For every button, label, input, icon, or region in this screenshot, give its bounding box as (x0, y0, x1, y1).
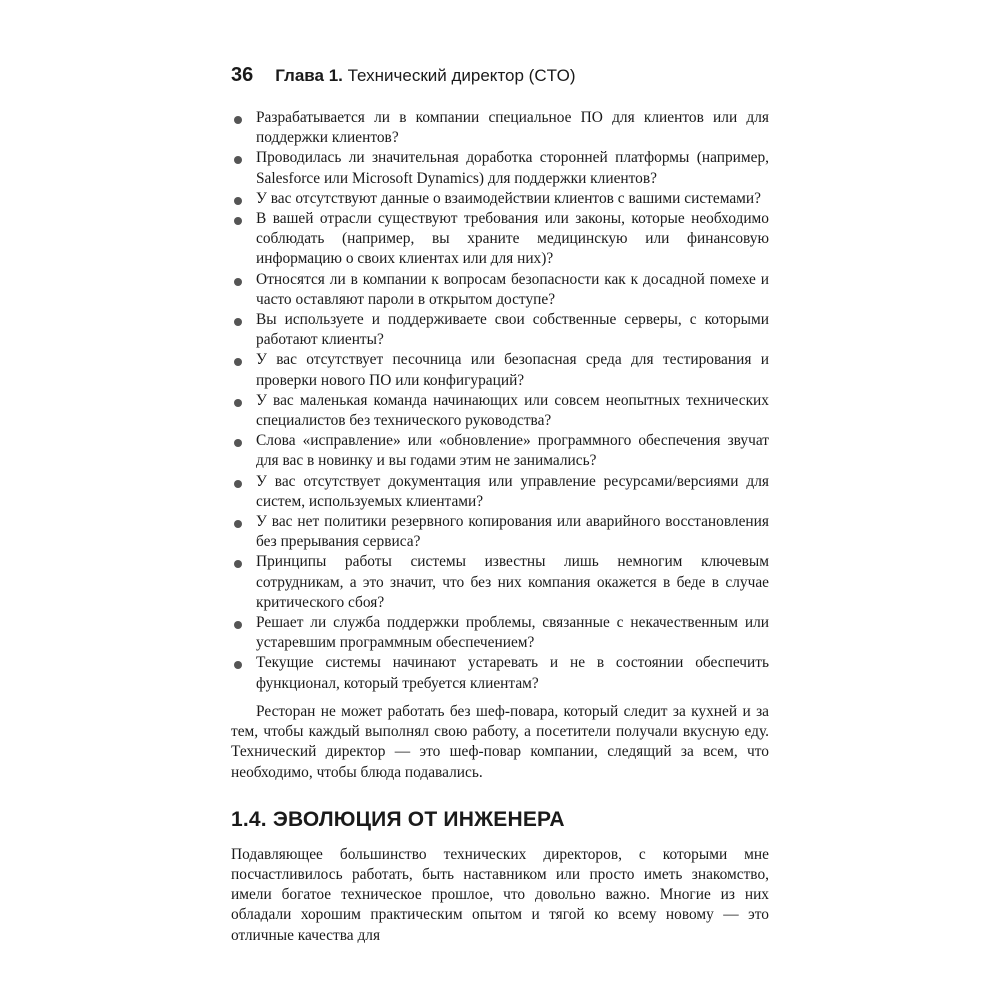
list-item: Разрабатывается ли в компании специальное ПО для клиентов или для поддержки клиентов? (231, 108, 769, 148)
running-head (231, 60, 576, 91)
list-item: У вас отсутствуют данные о взаимодействии клиентов с вашими системами? (231, 189, 769, 209)
chapter-title: Технический директор (CTO) (347, 66, 576, 85)
question-list (231, 108, 769, 694)
list-item: Принципы работы системы известны лишь немногим ключевым сотрудникам, а это значит, что без них компания окажется в беде в случае критического сбоя? (231, 552, 769, 613)
list-item: Решает ли служба поддержки проблемы, связанные с некачественным или устаревшим программным обеспечением? (231, 613, 769, 653)
section-heading: 1.4. ЭВОЛЮЦИЯ ОТ ИНЖЕНЕРА (231, 807, 565, 831)
list-item: В вашей отрасли существуют требования или законы, которые необходимо соблюдать (например, вы храните медицинскую или финансовую информацию о своих клиентах или для них)? (231, 209, 769, 270)
list-item: У вас отсутствует песочница или безопасная среда для тестирования и проверки нового ПО или конфигураций? (231, 350, 769, 390)
list-item: Текущие системы начинают устаревать и не в состоянии обеспечить функционал, который требуется клиентам? (231, 653, 769, 693)
list-item: Относятся ли в компании к вопросам безопасности как к досадной помехе и часто оставляют пароли в открытом доступе? (231, 270, 769, 310)
list-item: У вас нет политики резервного копирования или аварийного восстановления без прерывания сервиса? (231, 512, 769, 552)
list-item: Вы используете и поддерживаете свои собственные серверы, с которыми работают клиенты? (231, 310, 769, 350)
list-item: Слова «исправление» или «обновление» программного обеспечения звучат для вас в новинку и вы годами этим не занимались? (231, 431, 769, 471)
restaurant-paragraph: Ресторан не может работать без шеф-повара, который следит за кухней и за тем, чтобы каждый выполнял свою работу, а посетители получали вкусную еду. Технический директор — это шеф-повар компании, следящий за всем, что необходимо, чтобы блюда подавались. (231, 702, 769, 781)
chapter-label: Глава 1. (275, 66, 343, 85)
list-item: У вас отсутствует документация или управление ресурсами/версиями для систем, используемых клиентами? (231, 472, 769, 512)
list-item: У вас маленькая команда начинающих или совсем неопытных технических специалистов без технического руководства? (231, 391, 769, 431)
page-number: 36 (231, 64, 254, 86)
list-item: Проводилась ли значительная доработка сторонней платформы (например, Salesforce или Microsoft Dynamics) для поддержки клиентов? (231, 148, 769, 188)
page-body (231, 108, 769, 946)
evolution-paragraph: Подавляющее большинство технических директоров, с которыми мне посчастливилось работать, быть наставником или просто иметь знакомство, имели богатое техническое прошлое, что довольно важно. Многие из них обладали хорошим практическим опытом и тягой ко всему новому — это отличные качества для (231, 845, 769, 944)
